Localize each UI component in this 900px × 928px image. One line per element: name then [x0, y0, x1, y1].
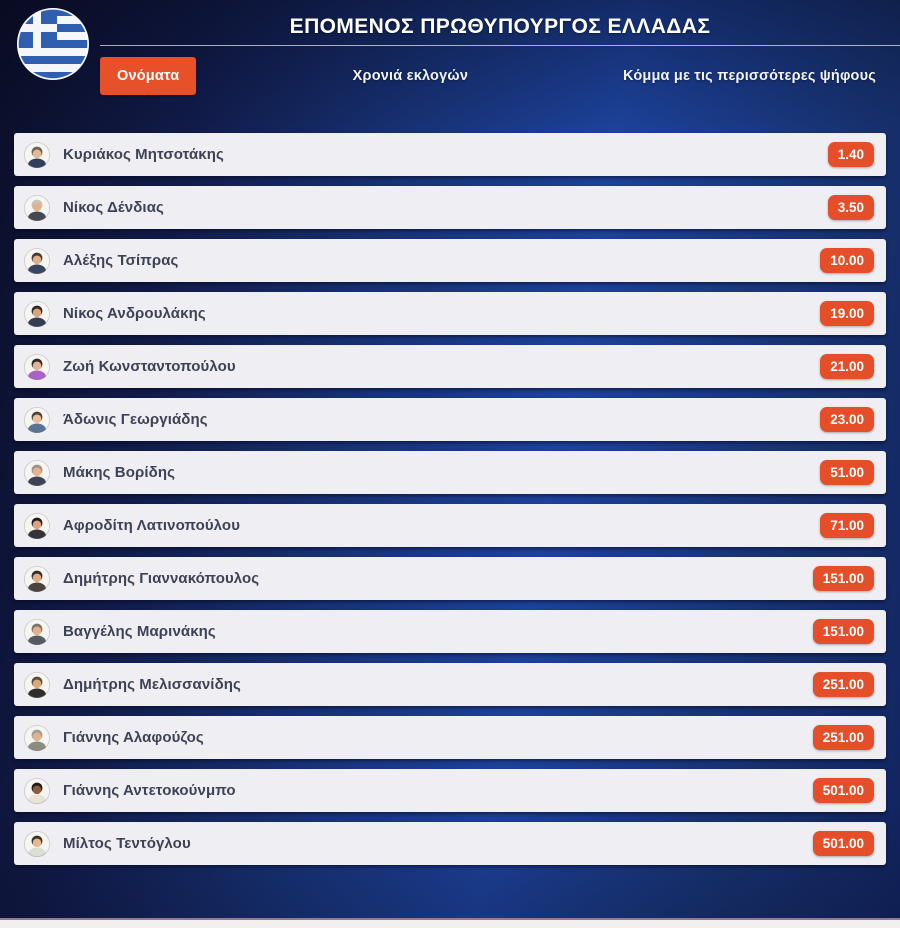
odds-badge[interactable]: 23.00: [820, 407, 874, 432]
contestant-avatar: [24, 513, 50, 539]
list-item[interactable]: [14, 451, 886, 494]
list-item[interactable]: [14, 663, 886, 706]
person-photo-icon: [24, 248, 50, 274]
person-photo-icon: [24, 831, 50, 857]
list-item[interactable]: [14, 716, 886, 759]
odds-badge[interactable]: 71.00: [820, 513, 874, 538]
odds-badge[interactable]: 151.00: [813, 619, 874, 644]
list-item[interactable]: [14, 186, 886, 229]
odds-badge[interactable]: 21.00: [820, 354, 874, 379]
odds-badge[interactable]: 151.00: [813, 566, 874, 591]
page-title: ΕΠΟΜΕΝΟΣ ΠΡΩΘΥΠΟΥΡΓΟΣ ΕΛΛΑΔΑΣ: [289, 15, 711, 38]
list-item[interactable]: [14, 345, 886, 388]
list-item[interactable]: [14, 610, 886, 653]
contestant-name: Ζωή Κωνσταντοπούλου: [63, 358, 236, 375]
contestant-name: Μίλτος Τεντόγλου: [63, 835, 191, 852]
person-photo-icon: [24, 725, 50, 751]
contestant-name: Κυριάκος Μητσοτάκης: [63, 146, 224, 163]
contestant-name: Νίκος Δένδιας: [63, 199, 164, 216]
contestant-name: Γιάννης Αντετοκούνμπο: [63, 782, 236, 799]
tab-election-year[interactable]: Χρονιά εκλογών: [352, 68, 469, 84]
person-photo-icon: [24, 354, 50, 380]
header-divider: [100, 45, 900, 46]
list-item[interactable]: [14, 398, 886, 441]
person-photo-icon: [24, 566, 50, 592]
odds-badge[interactable]: 251.00: [813, 725, 874, 750]
tab-bar: [100, 52, 876, 100]
contestant-avatar: [24, 407, 50, 433]
person-photo-icon: [24, 301, 50, 327]
greece-flag-icon: [17, 8, 89, 80]
person-photo-icon: [24, 142, 50, 168]
list-item[interactable]: [14, 133, 886, 176]
contestant-avatar: [24, 354, 50, 380]
contestant-avatar: [24, 142, 50, 168]
person-photo-icon: [24, 619, 50, 645]
odds-badge[interactable]: 10.00: [820, 248, 874, 273]
contestant-name: Άδωνις Γεωργιάδης: [63, 411, 208, 428]
person-photo-icon: [24, 513, 50, 539]
list-item[interactable]: [14, 239, 886, 282]
contestant-avatar: [24, 301, 50, 327]
odds-badge[interactable]: 3.50: [828, 195, 874, 220]
person-photo-icon: [24, 407, 50, 433]
odds-badge[interactable]: 501.00: [813, 831, 874, 856]
contestants-list: [0, 133, 900, 865]
person-photo-icon: [24, 778, 50, 804]
contestant-avatar: [24, 725, 50, 751]
contestant-avatar: [24, 248, 50, 274]
person-photo-icon: [24, 195, 50, 221]
contestant-avatar: [24, 831, 50, 857]
contestant-name: Βαγγέλης Μαρινάκης: [63, 623, 216, 640]
contestant-name: Μάκης Βορίδης: [63, 464, 176, 481]
contestant-name: Αλέξης Τσίπρας: [63, 252, 179, 269]
list-item[interactable]: [14, 822, 886, 865]
list-item[interactable]: [14, 557, 886, 600]
list-item[interactable]: [14, 292, 886, 335]
tab-party-most-votes[interactable]: Κόμμα με τις περισσότερες ψήφους: [623, 68, 876, 84]
contestant-avatar: [24, 778, 50, 804]
odds-badge[interactable]: 51.00: [820, 460, 874, 485]
person-photo-icon: [24, 460, 50, 486]
odds-badge[interactable]: 251.00: [813, 672, 874, 697]
tab-names[interactable]: Ονόματα: [100, 57, 196, 95]
contestant-avatar: [24, 672, 50, 698]
contestant-name: Δημήτρης Μελισσανίδης: [63, 676, 241, 693]
contestant-avatar: [24, 460, 50, 486]
contestant-avatar: [24, 566, 50, 592]
contestant-name: Νίκος Ανδρουλάκης: [63, 305, 206, 322]
list-item[interactable]: [14, 504, 886, 547]
person-photo-icon: [24, 672, 50, 698]
contestant-name: Αφροδίτη Λατινοπούλου: [63, 517, 241, 534]
bottom-page-edge: [0, 918, 900, 928]
odds-badge[interactable]: 1.40: [828, 142, 874, 167]
contestant-avatar: [24, 195, 50, 221]
list-item[interactable]: [14, 769, 886, 812]
odds-badge[interactable]: 501.00: [813, 778, 874, 803]
contestant-name: Δημήτρης Γιαννακόπουλος: [63, 570, 260, 587]
contestant-name: Γιάννης Αλαφούζος: [63, 729, 204, 746]
contestant-avatar: [24, 619, 50, 645]
odds-badge[interactable]: 19.00: [820, 301, 874, 326]
header: [0, 0, 900, 100]
